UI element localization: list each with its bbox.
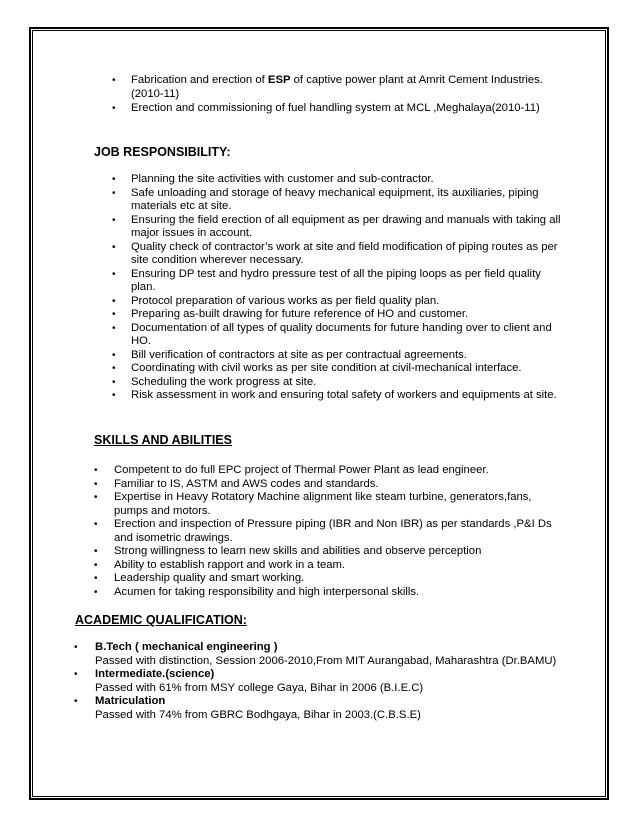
bullet-icon: • — [112, 187, 116, 199]
list-item — [108, 295, 563, 309]
bullet-icon: • — [74, 642, 78, 653]
item-text: Documentation of all types of quality documents for future handing over to client and HO. — [131, 321, 552, 347]
bullet-icon: • — [94, 559, 98, 571]
bullet-icon: • — [74, 669, 78, 680]
job-responsibility-list — [108, 173, 563, 403]
item-text: Quality check of contractor’s work at site and field modification of piping routes as per site condition wherever necessary. — [131, 240, 558, 266]
bullet-icon: • — [112, 295, 116, 307]
academic-heading: ACADEMIC QUALIFICATION: — [75, 613, 247, 627]
list-item — [108, 362, 563, 376]
list-item — [108, 349, 563, 363]
qualification-title: Intermediate.(science) — [95, 668, 215, 680]
bullet-icon: • — [112, 214, 116, 226]
bullet-icon: • — [112, 363, 116, 374]
bullet-icon: • — [112, 349, 116, 361]
qualification-title: B.Tech ( mechanical engineering ) — [95, 641, 278, 653]
job-responsibility-heading: JOB RESPONSIBILITY: — [94, 145, 231, 159]
list-item — [90, 572, 565, 586]
item-text: Expertise in Heavy Rotatory Machine alignment like steam turbine, generators,fans, pumps and motors. — [114, 491, 532, 517]
bullet-icon: • — [94, 478, 98, 490]
bullet-icon: • — [112, 322, 116, 334]
item-text: Scheduling the work progress at site. — [131, 375, 317, 388]
bullet-icon: • — [94, 586, 98, 598]
list-item — [90, 559, 565, 573]
list-item — [108, 187, 563, 214]
list-item — [108, 102, 568, 116]
item-text: of captive power plant at Amrit Cement Industries. (2010-11) — [131, 74, 543, 100]
item-text: Coordinating with civil works as per site condition at civil-mechanical interface. — [131, 362, 522, 374]
item-text: Safe unloading and storage of heavy mechanical equipment, its auxiliaries, piping materials etc at site. — [131, 186, 539, 212]
item-text: Strong willingness to learn new skills and abilities and observe perception — [114, 545, 482, 557]
item-text: Acumen for taking responsibility and high interpersonal skills. — [114, 585, 420, 598]
list-item — [90, 464, 565, 478]
bullet-icon: • — [112, 268, 116, 280]
bullet-icon: • — [94, 546, 98, 557]
bullet-icon: • — [112, 75, 116, 86]
list-item — [90, 586, 565, 600]
item-text: Preparing as-built drawing for future reference of HO and customer. — [131, 308, 469, 320]
list-item — [108, 308, 563, 322]
item-text: Ensuring the field erection of all equipment as per drawing and manuals with taking all major issues in account. — [131, 213, 561, 239]
list-item — [72, 668, 572, 695]
item-text: Protocol preparation of various works as per field quality plan. — [131, 294, 440, 307]
bullet-icon: • — [112, 241, 116, 253]
skills-heading: SKILLS AND ABILITIES — [94, 433, 232, 447]
item-text: Bill verification of contractors at site as per contractual agreements. — [131, 348, 467, 361]
bullet-icon: • — [94, 492, 98, 503]
item-text: Ability to establish rapport and work in a team. — [114, 558, 346, 571]
list-item — [108, 214, 563, 241]
list-item — [108, 74, 568, 101]
list-item — [108, 322, 563, 349]
academic-list — [72, 641, 572, 722]
list-item — [72, 695, 572, 722]
item-text: Fabrication and erection of — [131, 74, 268, 86]
list-item — [90, 491, 565, 518]
project-list — [108, 74, 568, 116]
bullet-icon: • — [112, 103, 116, 114]
item-text: Leadership quality and smart working. — [114, 572, 305, 584]
bullet-icon: • — [112, 174, 116, 185]
list-item — [108, 389, 563, 403]
item-text: Familiar to IS, ASTM and AWS codes and standards. — [114, 477, 379, 490]
item-text: Competent to do full EPC project of Thermal Power Plant as lead engineer. — [114, 464, 489, 476]
bullet-icon: • — [112, 390, 116, 401]
bullet-icon: • — [94, 519, 98, 530]
bullet-icon: • — [94, 465, 98, 476]
item-text: Ensuring DP test and hydro pressure test of all the piping loops as per field quality plan. — [131, 267, 541, 293]
list-item — [108, 241, 563, 268]
qualification-detail: Passed with 61% from MSY college Gaya, Bihar in 2006 (B.I.E.C) — [95, 681, 424, 694]
item-text: Erection and commissioning of fuel handling system at MCL ,Meghalaya(2010-11) — [131, 102, 540, 114]
list-item — [90, 518, 565, 545]
bullet-icon: • — [112, 309, 116, 320]
skills-list — [90, 464, 565, 599]
bullet-icon: • — [112, 376, 116, 388]
item-text: Risk assessment in work and ensuring total safety of workers and equipments at site. — [131, 389, 557, 401]
list-item — [108, 376, 563, 390]
qualification-detail: Passed with distinction, Session 2006-2010,From MIT Aurangabad, Maharashtra (Dr.BAMU) — [95, 654, 557, 667]
item-text: Planning the site activities with customer and sub-contractor. — [131, 173, 434, 185]
list-item — [108, 173, 563, 187]
list-item — [90, 545, 565, 559]
bullet-icon: • — [94, 573, 98, 584]
item-text: Erection and inspection of Pressure piping (IBR and Non IBR) as per standards ,P&I Ds and isometric drawings. — [114, 518, 552, 544]
item-bold-text: ESP — [267, 74, 291, 86]
list-item — [90, 478, 565, 492]
qualification-title: Matriculation — [95, 695, 166, 707]
bullet-icon: • — [74, 696, 78, 707]
list-item — [72, 641, 572, 668]
list-item — [108, 268, 563, 295]
qualification-detail: Passed with 74% from GBRC Bodhgaya, Bihar in 2003.(C.B.S.E) — [95, 708, 421, 721]
